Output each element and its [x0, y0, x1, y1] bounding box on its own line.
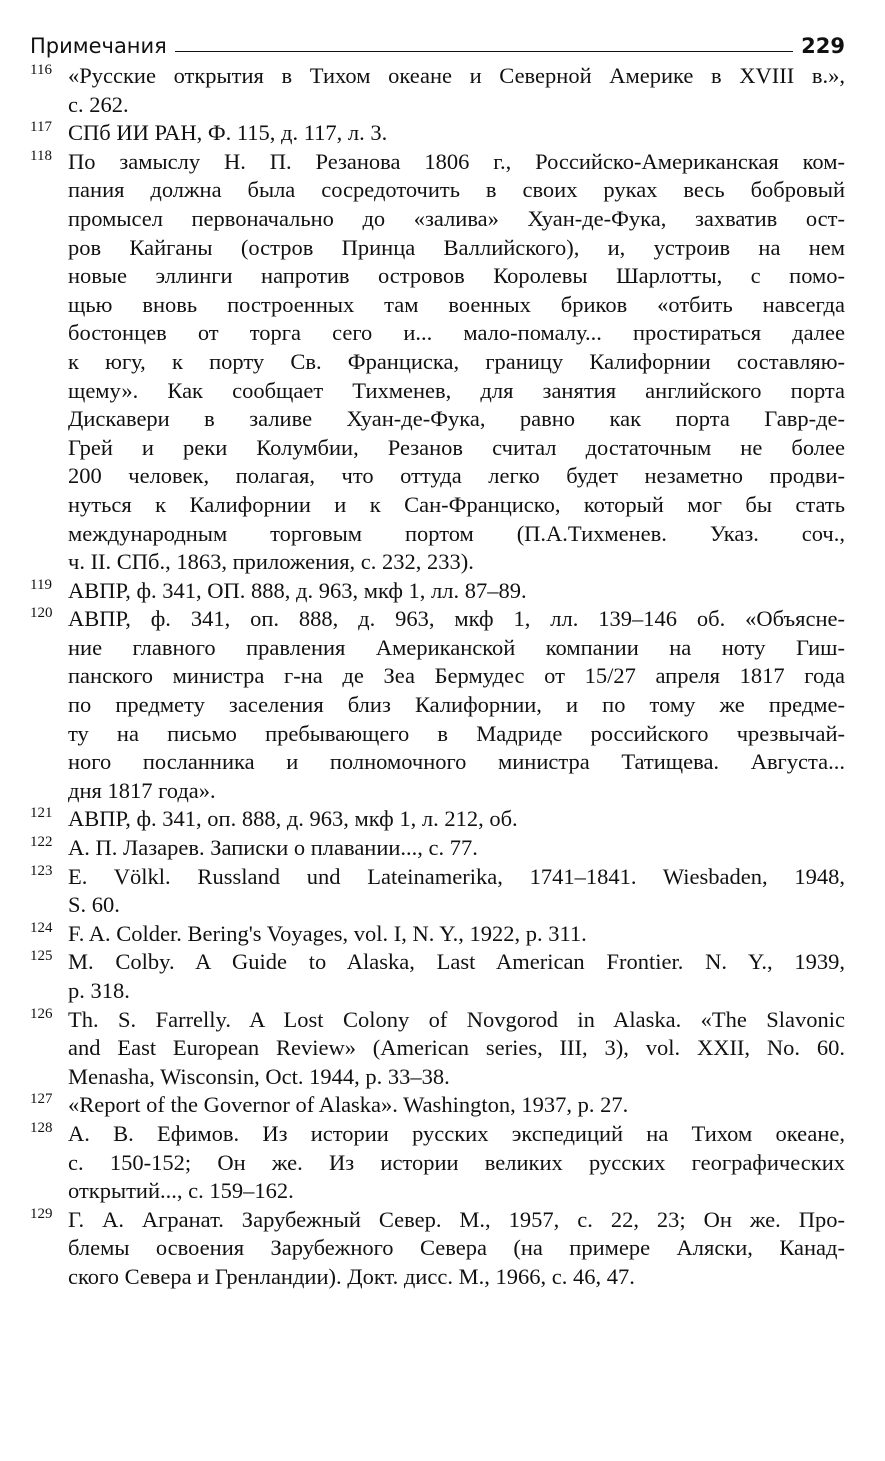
- note-text-line: СПб ИИ РАН, Ф. 115, д. 117, л. 3.: [68, 120, 388, 146]
- note-text-line: щему». Как сообщает Тихменев, для занятия английского порта: [68, 377, 845, 403]
- note-number: 127: [30, 1091, 53, 1108]
- note-text-line: А. П. Лазарев. Записки о плавании..., с. 77.: [68, 835, 478, 861]
- note-text-line: пания должна была сосредоточить в своих руках весь бобровый: [68, 177, 845, 203]
- note-text-line: Грей и реки Колумбии, Резанов считал достаточным не более: [68, 434, 845, 460]
- note-text-line: «Русские открытия в Тихом океане и Северной Америке в XVIII в.»,: [68, 63, 845, 88]
- note-number: 119: [30, 576, 52, 593]
- endnote: [30, 577, 845, 606]
- endnote: [30, 805, 845, 834]
- note-text-line: АВПР, ф. 341, оп. 888, д. 963, мкф 1, л. 212, об.: [68, 806, 518, 832]
- endnote: [30, 1120, 845, 1206]
- endnotes-list: [30, 62, 845, 1292]
- note-text-line: F. A. Colder. Bering's Voyages, vol. I, N. Y., 1922, p. 311.: [68, 920, 587, 946]
- note-text-line: ние главного правления Американской компании на ноту Гиш-: [68, 634, 845, 660]
- note-number: 117: [30, 119, 52, 136]
- note-text-line: с. 262.: [68, 91, 129, 117]
- note-text-line: S. 60.: [68, 892, 120, 918]
- note-text-line: M. Colby. A Guide to Alaska, Last American Frontier. N. Y., 1939,: [68, 949, 845, 975]
- note-text-line: Th. S. Farrelly. A Lost Colony of Novgorod in Alaska. «The Slavonic: [68, 1006, 845, 1032]
- note-text-line: and East European Review» (American series, III, 3), vol. XXII, No. 60.: [68, 1035, 845, 1061]
- note-number: 126: [30, 1005, 53, 1022]
- note-number: 128: [30, 1119, 53, 1136]
- endnote: [30, 863, 845, 920]
- note-text-line: АВПР, ф. 341, оп. 888, д. 963, мкф 1, лл. 139–146 об. «Объясне-: [68, 606, 845, 632]
- endnote: [30, 62, 845, 119]
- note-number: 125: [30, 948, 53, 965]
- note-text-line: АВПР, ф. 341, ОП. 888, д. 963, мкф 1, лл. 87–89.: [68, 577, 527, 603]
- note-text-line: бостонцев от торга сего и... мало-помалу... простираться далее: [68, 320, 845, 346]
- note-text-line: «Report of the Governor of Alaska». Washington, 1937, p. 27.: [68, 1092, 629, 1118]
- note-text-line: ч. II. СПб., 1863, приложения, с. 232, 233).: [68, 549, 474, 575]
- note-text-line: панского министра г-на де Зеа Бермудес от 15/27 апреля 1817 года: [68, 663, 845, 689]
- note-text-line: По замыслу Н. П. Резанова 1806 г., Российско-Американская ком-: [68, 148, 845, 174]
- endnote: [30, 1206, 845, 1292]
- note-number: 121: [30, 805, 53, 822]
- note-text-line: к югу, к порту Св. Франциска, границу Калифорнии составляю-: [68, 348, 845, 374]
- note-text-line: Дискавери в заливе Хуан-де-Фука, равно как порта Гавр-де-: [68, 406, 845, 432]
- note-number: 116: [30, 62, 52, 78]
- endnote: [30, 834, 845, 863]
- endnote: [30, 1091, 845, 1120]
- section-title: Примечания: [30, 34, 167, 58]
- note-number: 129: [30, 1205, 53, 1222]
- note-text-line: нуться к Калифорнии и к Сан-Франциско, который мог бы стать: [68, 491, 845, 517]
- note-text-line: 200 человек, полагая, что оттуда легко будет незаметно продви-: [68, 463, 845, 489]
- note-text-line: блемы освоения Зарубежного Севера (на примере Аляски, Канад-: [68, 1235, 845, 1261]
- endnote: [30, 1006, 845, 1092]
- note-text-line: с. 150-152; Он же. Из истории великих русских географических: [68, 1149, 845, 1175]
- note-text-line: p. 318.: [68, 978, 130, 1003]
- note-number: 122: [30, 834, 53, 851]
- running-header: [30, 24, 845, 58]
- note-text-line: E. Völkl. Russland und Lateinamerika, 1741–1841. Wiesbaden, 1948,: [68, 863, 845, 889]
- header-rule: [175, 51, 793, 52]
- endnote: [30, 920, 845, 949]
- note-text-line: ного посланника и полномочного министра Татищева. Августа...: [68, 749, 845, 775]
- endnote: [30, 948, 845, 1005]
- note-number: 124: [30, 919, 53, 936]
- note-text-line: по предмету заселения близ Калифорнии, и по тому же предме-: [68, 692, 845, 718]
- note-text-line: новые эллинги напротив островов Королевы Шарлотты, с помо-: [68, 263, 845, 289]
- endnote: [30, 605, 845, 805]
- note-text-line: ров Кайганы (остров Принца Валлийского), и, устроив на нем: [68, 234, 845, 260]
- endnote: [30, 148, 845, 577]
- note-text-line: А. В. Ефимов. Из истории русских экспедиций на Тихом океане,: [68, 1120, 845, 1146]
- note-text-line: промысел первоначально до «залива» Хуан-де-Фука, захватив ост-: [68, 205, 845, 231]
- page-number: 229: [801, 34, 845, 58]
- note-text-line: ского Севера и Гренландии). Докт. дисс. М., 1966, с. 46, 47.: [68, 1263, 635, 1289]
- note-text-line: открытий..., с. 159–162.: [68, 1178, 294, 1204]
- note-text-line: дня 1817 года».: [68, 777, 216, 803]
- note-number: 120: [30, 605, 53, 622]
- note-number: 123: [30, 862, 53, 879]
- note-text-line: ту на письмо пребывающего в Мадриде российского чрезвычай-: [68, 720, 845, 746]
- note-text-line: щью вновь построенных там военных бриков «отбить навсегда: [68, 291, 845, 317]
- note-text-line: Г. А. Агранат. Зарубежный Север. М., 1957, с. 22, 23; Он же. Про-: [68, 1206, 845, 1232]
- endnote: [30, 119, 845, 148]
- note-number: 118: [30, 147, 52, 164]
- note-text-line: Menasha, Wisconsin, Oct. 1944, p. 33–38.: [68, 1063, 450, 1089]
- note-text-line: международным торговым портом (П.А.Тихменев. Указ. соч.,: [68, 520, 845, 546]
